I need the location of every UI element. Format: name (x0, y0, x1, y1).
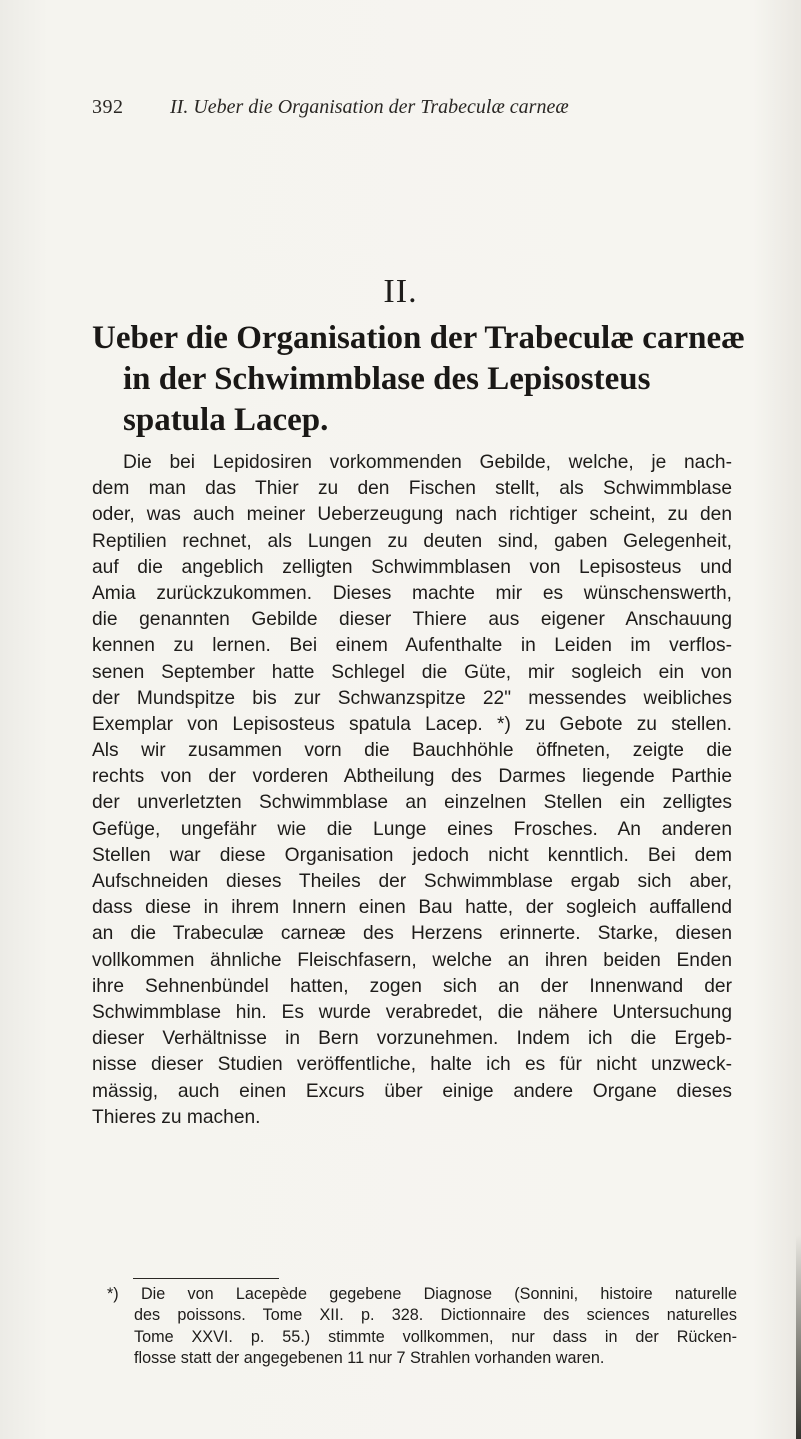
body-line: vollkommen ähnliche Fleischfasern, welche an ihren beiden Enden (92, 949, 732, 971)
body-line: dem man das Thier zu den Fischen stellt, als Schwimmblase (92, 478, 732, 500)
footnote (107, 1284, 737, 1370)
body-line: Gefüge, ungefähr wie die Lunge eines Frosches. An anderen (92, 818, 732, 840)
body-line: kennen zu lernen. Bei einem Aufenthalte in Leiden im verflos- (92, 635, 732, 657)
body-line: ihre Sehnenbündel hatten, zogen sich an der Innenwand der (92, 975, 732, 997)
footnote-divider (133, 1278, 279, 1279)
footnote-line: *) Die von Lacepède gegebene Diagnose (Sonnini, histoire naturelle (107, 1285, 737, 1303)
article-title (92, 318, 782, 441)
body-line: Schwimmblase hin. Es wurde verabredet, die nähere Untersuchung (92, 1001, 732, 1023)
body-line: dass diese in ihrem Innern einen Bau hatte, der sogleich auffallend (92, 897, 732, 919)
footnote-line: des poissons. Tome XII. p. 328. Dictionnaire des sciences naturelles (134, 1306, 737, 1325)
chapter-number: II. (383, 273, 418, 310)
page-number: 392 (92, 96, 124, 118)
body-line: der Mundspitze bis zur Schwanzspitze 22" messendes weibliches (92, 687, 732, 709)
body-line: Reptilien rechnet, als Lungen zu deuten sind, gaben Gelegenheit, (92, 530, 732, 552)
body-line: Aufschneiden dieses Theiles der Schwimmblase ergab sich aber, (92, 871, 732, 892)
running-title: II. Ueber die Organisation der Trabeculæ carneæ (170, 96, 569, 118)
body-line: die genannten Gebilde dieser Thiere aus eigener Anschauung (92, 609, 732, 631)
body-line: Thieres zu machen. (92, 1106, 261, 1128)
body-line: rechts von der vorderen Abtheilung des Darmes liegende Parthie (92, 766, 732, 788)
page-edge-shadow (796, 1235, 801, 1439)
body-line: dieser Verhältnisse in Bern vorzunehmen. Indem ich die Ergeb- (92, 1028, 732, 1050)
body-paragraph (92, 450, 732, 1131)
title-line: in der Schwimmblase des Lepisosteus (123, 361, 651, 397)
body-line: Amia zurückzukommen. Dieses machte mir es wünschenswerth, (92, 582, 732, 604)
body-line: der unverletzten Schwimmblase an einzelnen Stellen ein zelligtes (92, 792, 732, 814)
footnote-line: Tome XXVI. p. 55.) stimmte vollkommen, nur dass in der Rücken- (134, 1327, 737, 1346)
body-line: Exemplar von Lepisosteus spatula Lacep. *) zu Gebote zu stellen. (92, 713, 732, 735)
body-line: Stellen war diese Organisation jedoch nicht kenntlich. Bei dem (92, 844, 732, 866)
body-line: an die Trabeculæ carneæ des Herzens erinnerte. Starke, diesen (92, 923, 732, 945)
body-line: oder, was auch meiner Ueberzeugung nach richtiger scheint, zu den (92, 504, 732, 526)
body-line: senen September hatte Schlegel die Güte, mir sogleich ein von (92, 661, 732, 683)
body-line: nisse dieser Studien veröffentliche, halte ich es für nicht unzweck- (92, 1054, 732, 1076)
body-line: auf die angeblich zelligten Schwimmblasen von Lepisosteus und (92, 556, 732, 578)
title-line: spatula Lacep. (123, 402, 329, 438)
running-header (92, 96, 772, 130)
body-line: Die bei Lepidosiren vorkommenden Gebilde, welche, je nach- (123, 452, 732, 473)
body-line: Als wir zusammen vorn die Bauchhöhle öffneten, zeigte die (92, 740, 732, 762)
title-line: Ueber die Organisation der Trabeculæ carneæ (92, 320, 745, 356)
footnote-line: flosse statt der angegebenen 11 nur 7 Strahlen vorhanden waren. (134, 1349, 605, 1368)
body-line: mässig, auch einen Excurs über einige andere Organe dieses (92, 1080, 732, 1102)
